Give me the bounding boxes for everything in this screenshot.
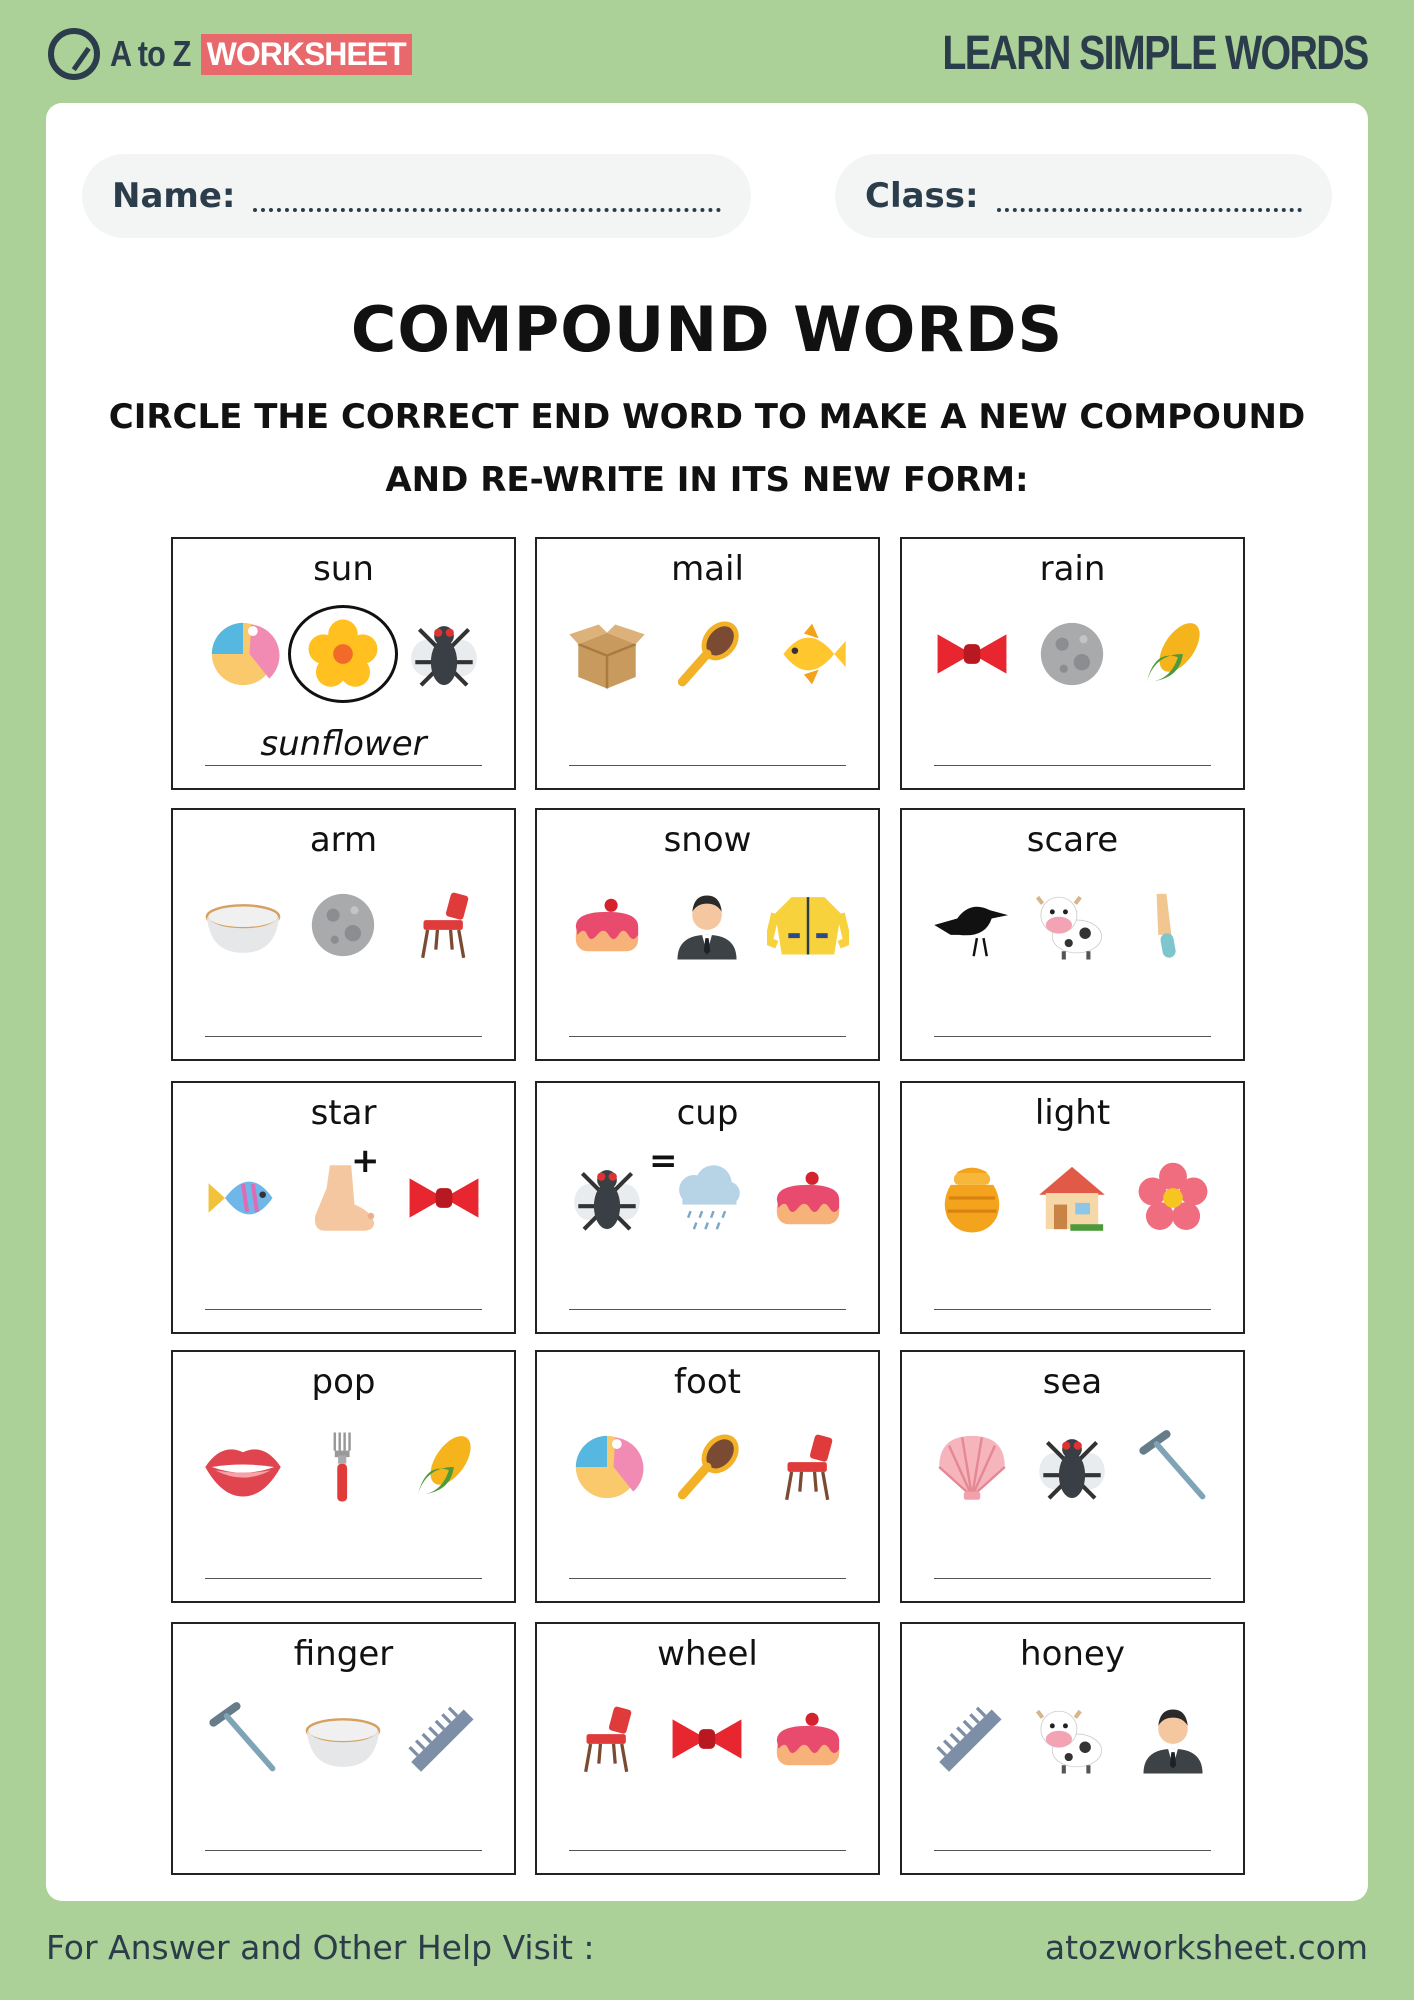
moon-icon[interactable] [1031,613,1113,695]
word-card-cup [535,1081,880,1334]
icon-options [922,1694,1223,1784]
bird-icon[interactable] [931,884,1013,966]
card-word: finger [293,1634,394,1674]
chair-icon[interactable] [403,884,485,966]
card-word: honey [1020,1634,1125,1674]
bowl-icon[interactable] [302,1698,384,1780]
answer-line[interactable] [205,1850,482,1851]
lips-icon[interactable] [202,1426,284,1508]
icon-options [922,880,1223,970]
logo [48,28,412,80]
corn-icon[interactable] [403,1426,485,1508]
name-label: Name: [112,176,236,216]
cow-icon[interactable] [1031,884,1113,966]
worksheet-title: COMPOUND WORDS [350,293,1064,366]
logo-text: A to Z [110,33,191,74]
card-word: mail [671,549,744,589]
footer-site-link[interactable]: atozworksheet.com [1044,1928,1368,1967]
moon-icon[interactable] [302,884,384,966]
class-label: Class: [865,176,979,216]
logo-icon [48,28,100,80]
icon-options [557,1153,858,1243]
card-word: star [310,1093,377,1133]
cake-icon[interactable] [767,1157,849,1239]
bow-icon[interactable] [666,1698,748,1780]
word-card-honey [900,1622,1245,1875]
bow-icon[interactable] [403,1157,485,1239]
answer-line[interactable] [934,1850,1211,1851]
beach-ball-icon[interactable] [566,1426,648,1508]
word-card-mail [535,537,880,790]
word-card-wheel [535,1622,880,1875]
class-line[interactable] [997,180,1302,212]
comb-icon[interactable] [931,1698,1013,1780]
pink-flower-icon[interactable] [1132,1157,1214,1239]
bowl-icon[interactable] [202,884,284,966]
nail-icon[interactable] [202,1698,284,1780]
answer-line[interactable] [205,765,482,766]
icon-options [557,880,858,970]
answer-line[interactable] [569,1578,846,1579]
card-word: pop [311,1362,376,1402]
box-icon[interactable] [566,613,648,695]
cake-icon[interactable] [566,884,648,966]
nail-icon[interactable] [1132,1426,1214,1508]
word-card-pop [171,1350,516,1603]
corn-icon[interactable] [1132,613,1214,695]
icon-options [193,609,494,699]
coat-icon[interactable] [767,884,849,966]
footer-help-text: For Answer and Other Help Visit : [46,1928,595,1967]
man-icon[interactable] [1132,1698,1214,1780]
icon-options [922,1422,1223,1512]
instruction-line-2: AND RE-WRITE IN ITS NEW FORM: [385,460,1029,500]
hairbrush-icon[interactable] [666,613,748,695]
icon-options [193,1422,494,1512]
answer-line[interactable] [205,1309,482,1310]
paintbrush-icon[interactable] [1132,884,1214,966]
answer-line[interactable] [569,1036,846,1037]
card-word: foot [674,1362,741,1402]
icon-options [557,1694,858,1784]
chair-icon[interactable] [767,1426,849,1508]
word-card-rain [900,537,1245,790]
cow-icon[interactable] [1031,1698,1113,1780]
card-word: arm [309,820,378,860]
word-card-scare [900,808,1245,1061]
word-card-sun [171,537,516,790]
handwritten-mark: + [351,1141,380,1181]
bow-icon[interactable] [931,613,1013,695]
answer-line[interactable] [934,1036,1211,1037]
answer-line[interactable] [934,1578,1211,1579]
answer-line[interactable] [205,1036,482,1037]
written-answer: sunflower [260,724,427,764]
chair-icon[interactable] [566,1698,648,1780]
answer-line[interactable] [569,765,846,766]
word-card-sea [900,1350,1245,1603]
icon-options [557,1422,858,1512]
word-card-snow [535,808,880,1061]
house-icon[interactable] [1031,1157,1113,1239]
hairbrush-icon[interactable] [666,1426,748,1508]
answer-line[interactable] [934,1309,1211,1310]
fish-icon[interactable] [767,613,849,695]
word-card-light [900,1081,1245,1334]
card-word: light [1034,1093,1111,1133]
honey-pot-icon[interactable] [931,1157,1013,1239]
icon-options [557,609,858,699]
card-word: cup [676,1093,739,1133]
word-card-arm [171,808,516,1061]
answer-line[interactable] [205,1578,482,1579]
comb-icon[interactable] [403,1698,485,1780]
instruction-line-1: CIRCLE THE CORRECT END WORD TO MAKE A NEW COMPOUND [108,397,1306,437]
card-word: rain [1039,549,1106,589]
fly-icon[interactable] [1031,1426,1113,1508]
fly-icon[interactable] [403,613,485,695]
shell-icon[interactable] [931,1426,1013,1508]
logo-badge: WORKSHEET [201,34,412,75]
fly-icon[interactable] [566,1157,648,1239]
word-card-finger [171,1622,516,1875]
cake-icon[interactable] [767,1698,849,1780]
icon-options [922,609,1223,699]
beach-ball-icon[interactable] [202,613,284,695]
word-card-star [171,1081,516,1334]
worksheet-panel [46,103,1368,1901]
icon-options [193,1694,494,1784]
rain-cloud-icon[interactable] [666,1157,748,1239]
header-title: LEARN SIMPLE WORDS [942,27,1368,80]
word-card-foot [535,1350,880,1603]
card-word: scare [1026,820,1119,860]
card-word: sun [313,549,374,589]
name-line[interactable] [253,180,721,212]
man-icon[interactable] [666,884,748,966]
flower-icon[interactable] [302,613,384,695]
icon-options [193,880,494,970]
answer-line[interactable] [569,1309,846,1310]
fork-icon[interactable] [302,1426,384,1508]
card-word: snow [663,820,752,860]
class-field[interactable] [835,154,1332,238]
handwritten-mark: = [649,1141,678,1181]
answer-line[interactable] [934,765,1211,766]
name-field[interactable] [82,154,751,238]
icon-options [922,1153,1223,1243]
card-word: sea [1042,1362,1103,1402]
card-word: wheel [657,1634,758,1674]
answer-line[interactable] [569,1850,846,1851]
icon-options [193,1153,494,1243]
blue-fish-icon[interactable] [202,1157,284,1239]
